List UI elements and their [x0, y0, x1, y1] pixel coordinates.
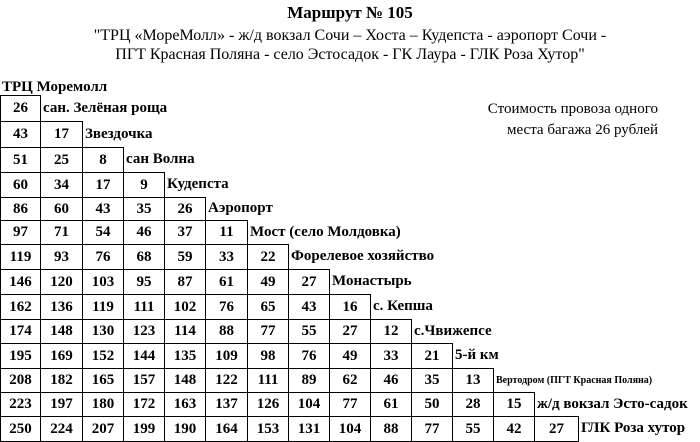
fare-cell: 33 [205, 244, 248, 270]
fare-cell: 103 [82, 269, 124, 295]
stop-label: ж/д вокзал Эсто-садок [537, 395, 688, 412]
fare-cell: 153 [247, 416, 289, 442]
fare-cell: 65 [247, 294, 289, 320]
fare-cell: 88 [205, 319, 248, 344]
fare-cell: 148 [164, 368, 206, 393]
route-description-line-1: "ТРЦ «МореМолл» - ж/д вокзал Сочи – Хоста – Кудепста - аэропорт Сочи - [93, 27, 607, 44]
stop-label: Форелевое хозяйство [291, 248, 435, 264]
fare-cell: 77 [329, 392, 371, 417]
fare-cell: 207 [82, 416, 124, 442]
stop-label: Кудепста [167, 176, 229, 192]
fare-cell: 27 [329, 319, 371, 344]
fare-cell: 111 [123, 294, 165, 320]
fare-cell: 195 [0, 343, 41, 369]
page-title: Маршрут № 105 [287, 3, 413, 22]
stop-label: Аэропорт [208, 200, 273, 216]
fare-cell: 88 [370, 416, 412, 442]
fare-cell: 71 [40, 220, 83, 245]
fare-cell: 152 [82, 343, 124, 369]
fare-cell: 76 [288, 343, 330, 369]
fare-cell: 123 [123, 319, 165, 344]
fare-cell: 180 [82, 392, 124, 417]
fare-cell: 190 [164, 416, 206, 442]
fare-cell: 9 [123, 172, 165, 198]
fare-cell: 137 [205, 392, 248, 417]
fare-cell: 55 [452, 416, 494, 442]
fare-cell: 87 [164, 269, 206, 295]
stop-label: сан. Зелёная роща [43, 99, 168, 116]
fare-cell: 11 [205, 220, 248, 245]
fare-cell: 54 [82, 220, 124, 245]
fare-cell: 208 [0, 368, 41, 393]
fare-cell: 95 [123, 269, 165, 295]
baggage-note-line-2: места багажа 26 рублей [507, 122, 658, 138]
fare-cell: 174 [0, 319, 41, 344]
fare-cell: 172 [123, 392, 165, 417]
fare-cell: 34 [40, 172, 83, 198]
fare-cell: 49 [247, 269, 289, 295]
fare-cell: 43 [0, 121, 41, 148]
fare-cell: 49 [329, 343, 371, 369]
fare-cell: 224 [40, 416, 83, 442]
fare-cell: 164 [205, 416, 248, 442]
stop-label: 5-й км [455, 347, 499, 363]
route-description-line-2: ПГТ Красная Поляна - село Эстосадок - ГК Лаура - ГЛК Роза Хутор" [115, 46, 585, 63]
fare-cell: 104 [288, 392, 330, 417]
fare-cell: 16 [329, 294, 371, 320]
fare-cell: 25 [40, 147, 83, 173]
fare-cell: 135 [164, 343, 206, 369]
fare-cell: 17 [40, 121, 83, 148]
fare-cell: 165 [82, 368, 124, 393]
stop-label: сан Волна [126, 151, 195, 167]
fare-cell: 130 [82, 319, 124, 344]
fare-cell: 136 [40, 294, 83, 320]
fare-cell: 60 [0, 172, 41, 198]
stop-label: Мост (село Молдовка) [250, 223, 401, 240]
fare-cell: 13 [452, 368, 494, 393]
fare-cell: 60 [40, 197, 83, 221]
fare-cell: 169 [40, 343, 83, 369]
fare-cell: 144 [123, 343, 165, 369]
fare-cell: 27 [534, 416, 579, 442]
fare-cell: 197 [40, 392, 83, 417]
fare-cell: 26 [0, 95, 41, 122]
stop-label: с.Чвижепсе [414, 322, 492, 339]
fare-cell: 131 [288, 416, 330, 442]
fare-cell: 15 [493, 392, 535, 417]
fare-cell: 76 [82, 244, 124, 270]
fare-cell: 98 [247, 343, 289, 369]
fare-cell: 114 [164, 319, 206, 344]
fare-cell: 28 [452, 392, 494, 417]
fare-cell: 157 [123, 368, 165, 393]
fare-cell: 111 [247, 368, 289, 393]
fare-cell: 33 [370, 343, 412, 369]
fare-cell: 37 [164, 220, 206, 245]
fare-cell: 93 [40, 244, 83, 270]
stop-label: Монастырь [332, 273, 412, 289]
fare-cell: 97 [0, 220, 41, 245]
fare-cell: 17 [82, 172, 124, 198]
fare-cell: 126 [247, 392, 289, 417]
fare-cell: 46 [123, 220, 165, 245]
fare-cell: 77 [411, 416, 453, 442]
stop-label: ТРЦ Моремолл [2, 78, 108, 95]
fare-cell: 8 [82, 147, 124, 173]
fare-cell: 61 [205, 269, 248, 295]
fare-cell: 122 [205, 368, 248, 393]
fare-cell: 86 [0, 197, 41, 221]
fare-cell: 22 [247, 244, 289, 270]
fare-cell: 76 [205, 294, 248, 320]
fare-cell: 148 [40, 319, 83, 344]
fare-cell: 12 [370, 319, 412, 344]
fare-cell: 43 [288, 294, 330, 320]
fare-cell: 104 [329, 416, 371, 442]
fare-cell: 59 [164, 244, 206, 270]
fare-cell: 46 [370, 368, 412, 393]
fare-cell: 250 [0, 416, 41, 442]
fare-cell: 61 [370, 392, 412, 417]
fare-cell: 102 [164, 294, 206, 320]
fare-cell: 68 [123, 244, 165, 270]
fare-cell: 182 [40, 368, 83, 393]
fare-cell: 50 [411, 392, 453, 417]
fare-cell: 199 [123, 416, 165, 442]
fare-cell: 119 [0, 244, 41, 270]
fare-cell: 55 [288, 319, 330, 344]
fare-cell: 35 [123, 197, 165, 221]
fare-cell: 120 [40, 269, 83, 295]
fare-cell: 89 [288, 368, 330, 393]
fare-cell: 162 [0, 294, 41, 320]
fare-cell: 62 [329, 368, 371, 393]
fare-cell: 51 [0, 147, 41, 173]
fare-cell: 109 [205, 343, 248, 369]
fare-cell: 35 [411, 368, 453, 393]
stop-label: ГЛК Роза хутор [581, 420, 686, 436]
fare-cell: 223 [0, 392, 41, 417]
fare-cell: 26 [164, 197, 206, 221]
fare-cell: 163 [164, 392, 206, 417]
fare-cell: 77 [247, 319, 289, 344]
fare-cell: 27 [288, 269, 330, 295]
baggage-note-line-1: Стоимость провоза одного [487, 101, 658, 117]
stop-label: с. Кепша [373, 298, 433, 314]
fare-cell: 43 [82, 197, 124, 221]
fare-cell: 21 [411, 343, 453, 369]
stop-label: Звездочка [85, 125, 153, 142]
fare-cell: 146 [0, 269, 41, 295]
fare-cell: 42 [493, 416, 535, 442]
fare-cell: 119 [82, 294, 124, 320]
stop-label: Вертодром (ПГТ Красная Поляна) [496, 374, 653, 386]
